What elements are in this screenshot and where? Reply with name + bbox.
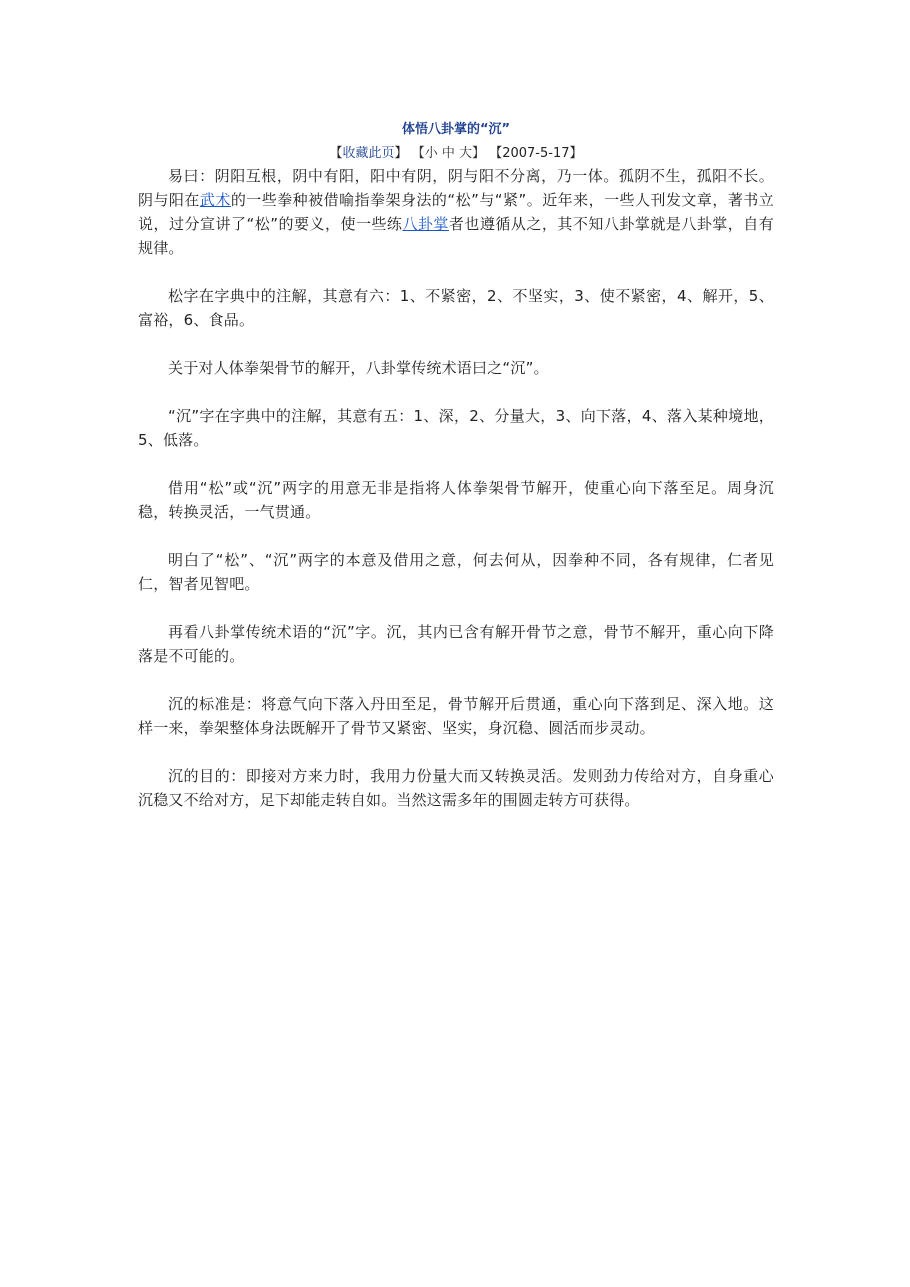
paragraph: 再看八卦掌传统术语的“沉”字。沉，其内已含有解开骨节之意，骨节不解开，重心向下降落是不可能的。 bbox=[138, 623, 774, 665]
font-size-large-button[interactable]: 大 bbox=[459, 146, 473, 161]
paragraph: 沉的标准是：将意气向下落入丹田至足，骨节解开后贯通，重心向下落到足、深入地。这样一来，拳架整体身法既解开了骨节又紧密、坚实，身沉稳、圆活而步灵动。 bbox=[138, 695, 774, 737]
font-size-medium-button[interactable]: 中 bbox=[441, 146, 455, 161]
article-date: 【2007-5-17】 bbox=[489, 146, 583, 161]
wushu-link[interactable]: 武术 bbox=[199, 191, 231, 209]
paragraph: “沉”字在字典中的注解，其意有五：1、深，2、分量大，3、向下落，4、落入某种境地，5、低落。 bbox=[138, 407, 774, 449]
bookmark-bracket-close: 】 bbox=[394, 146, 408, 161]
bookmark-link[interactable]: 收藏此页 bbox=[342, 146, 395, 161]
article-meta bbox=[138, 144, 774, 164]
article-title: 体悟八卦掌的“沉” bbox=[401, 122, 511, 137]
paragraph-intro: 易曰：阴阳互根，阴中有阳，阳中有阴，阴与阳不分离，乃一体。孤阴不生，孤阳不长。阴与阳在武术的一些拳种被借喻指拳架身法的“松”与“紧”。近年来，一些人刊发文章，著书立说，过分宣讲了“松”的要义，使一些练八卦掌者也遵循从之，其不知八卦掌就是八卦掌，自有规律。 bbox=[138, 167, 774, 257]
baguazhang-link[interactable]: 八卦掌 bbox=[402, 215, 449, 233]
paragraph: 借用“松”或“沉”两字的用意无非是指将人体拳架骨节解开，使重心向下落至足。周身沉稳，转换灵活，一气贯通。 bbox=[138, 479, 774, 521]
font-size-switcher: 【小 中 大】 bbox=[411, 146, 486, 161]
bookmark-bracket-open: 【 bbox=[329, 146, 343, 161]
font-size-small-button[interactable]: 小 bbox=[424, 146, 438, 161]
paragraph: 沉的目的：即接对方来力时，我用力份量大而又转换灵活。发则劲力传给对方，自身重心沉稳又不给对方，足下却能走转自如。当然这需多年的围圆走转方可获得。 bbox=[138, 767, 774, 809]
paragraph: 关于对人体拳架骨节的解开，八卦掌传统术语曰之“沉”。 bbox=[168, 359, 549, 377]
article bbox=[138, 120, 774, 836]
paragraph: 明白了“松”、“沉”两字的本意及借用之意，何去何从，因拳种不同，各有规律，仁者见仁，智者见智吧。 bbox=[138, 551, 774, 593]
paragraph: 松字在字典中的注解，其意有六：1、不紧密，2、不坚实，3、使不紧密，4、解开，5、富裕，6、食品。 bbox=[138, 287, 774, 329]
